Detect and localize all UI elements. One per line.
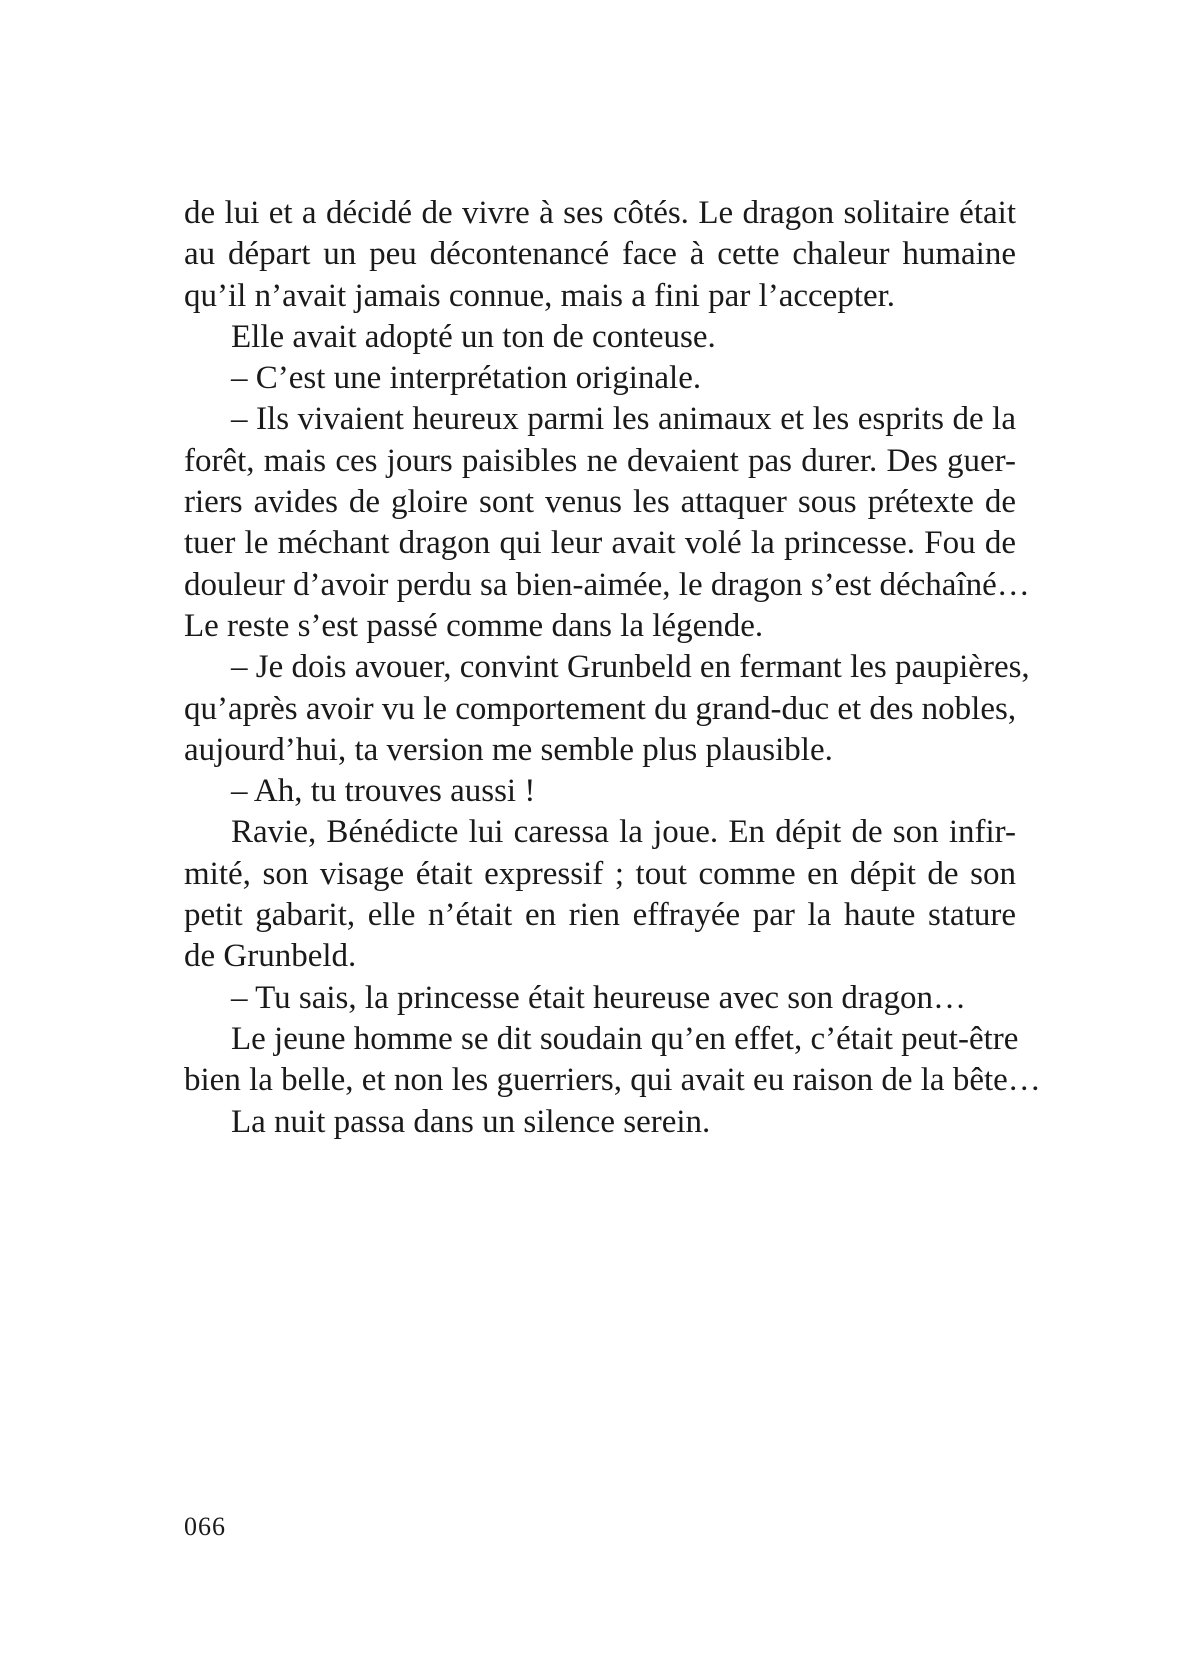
text-line: – C’est une interprétation originale.	[231, 360, 702, 397]
text-line: Le reste s’est passé comme dans la légende.	[184, 607, 764, 644]
text-line: tuer le méchant dragon qui leur avait volé la princesse. Fou de	[184, 525, 1016, 562]
body-text	[184, 193, 1041, 1143]
text-line: – Ah, tu trouves aussi !	[231, 773, 536, 810]
text-line: mité, son visage était expressif ; tout comme en dépit de son	[184, 855, 1016, 892]
text-line: – Tu sais, la princesse était heureuse avec son dragon…	[231, 979, 966, 1016]
text-line: aujourd’hui, ta version me semble plus plausible.	[184, 731, 833, 768]
text-line: riers avides de gloire sont venus les attaquer sous prétexte de	[184, 484, 1016, 521]
text-line: de lui et a décidé de vivre à ses côtés. Le dragon solitaire était	[184, 195, 1016, 231]
text-line: douleur d’avoir perdu sa bien-aimée, le dragon s’est déchaîné…	[184, 566, 1030, 603]
page-number: 066	[184, 1512, 226, 1541]
text-line: Elle avait adopté un ton de conteuse.	[231, 318, 716, 355]
text-line: Le jeune homme se dit soudain qu’en effet, c’était peut-être	[231, 1020, 1019, 1057]
text-line: petit gabarit, elle n’était en rien effrayée par la haute stature	[184, 897, 1016, 934]
text-line: La nuit passa dans un silence serein.	[231, 1103, 711, 1140]
text-line: qu’il n’avait jamais connue, mais a fini par l’accepter.	[184, 277, 896, 314]
text-line: Ravie, Bénédicte lui caressa la joue. En dépit de son infir-	[231, 814, 1016, 851]
text-line: – Je dois avouer, convint Grunbeld en fermant les paupières,	[231, 649, 1030, 686]
text-line: qu’après avoir vu le comportement du grand-duc et des nobles,	[184, 690, 1017, 727]
text-line: forêt, mais ces jours paisibles ne devaient pas durer. Des guer-	[184, 442, 1016, 479]
text-line: de Grunbeld.	[184, 938, 357, 975]
text-line: – Ils vivaient heureux parmi les animaux et les esprits de la	[231, 401, 1016, 438]
text-line: au départ un peu décontenancé face à cette chaleur humaine	[184, 236, 1016, 273]
text-line: bien la belle, et non les guerriers, qui avait eu raison de la bête…	[184, 1062, 1041, 1099]
